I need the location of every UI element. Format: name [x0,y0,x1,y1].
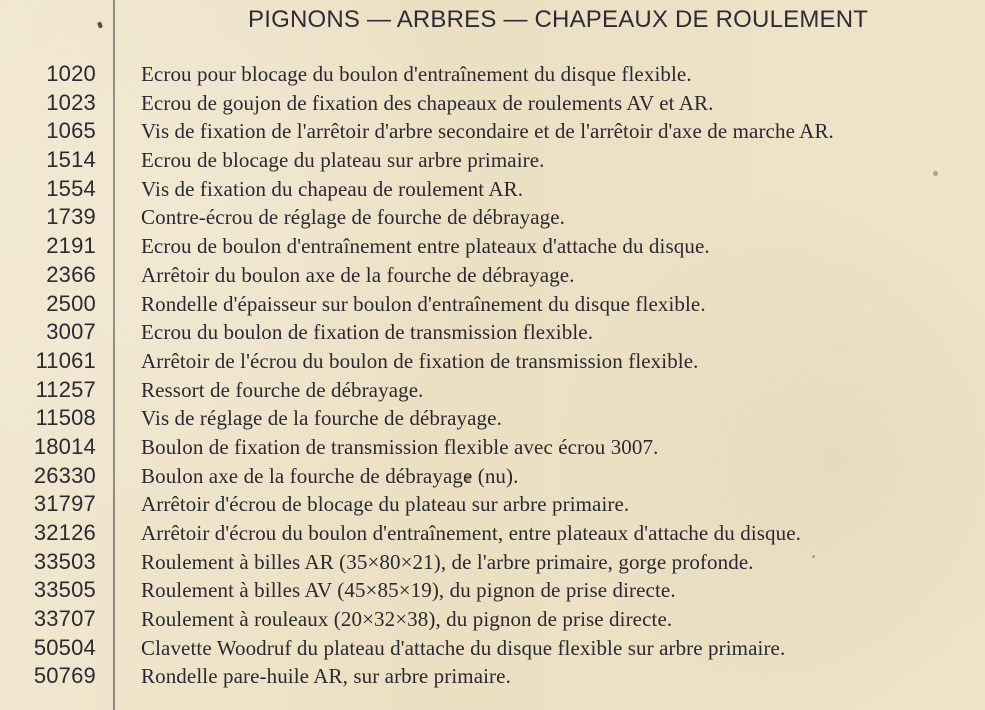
part-number: 33707 [33,606,96,632]
list-item [0,404,985,433]
part-description: Ecrou de boulon d'entraînement entre plateaux d'attache du disque. [141,234,710,259]
list-item [0,89,985,118]
list-item [0,376,985,405]
list-item [0,490,985,519]
paper-speck [464,474,471,483]
part-description: Clavette Woodruf du plateau d'attache du disque flexible sur arbre primaire. [141,635,786,660]
part-number: 11257 [35,376,96,402]
paper-speck [812,555,815,558]
list-item [0,318,985,347]
part-description: Arrêtoir de l'écrou du boulon de fixation de transmission flexible. [141,348,699,373]
part-description: Ecrou de goujon de fixation des chapeaux de roulements AV et AR. [141,90,714,115]
part-number: 33503 [33,548,96,574]
part-number: 11508 [35,405,96,431]
list-item [0,605,985,634]
part-description: Ecrou pour blocage du boulon d'entraînement du disque flexible. [141,62,692,86]
page-title: PIGNONS — ARBRES — CHAPEAUX DE ROULEMENT [248,6,869,33]
list-item [0,519,985,548]
part-number: 1554 [46,175,96,201]
part-number: 1020 [46,61,96,86]
part-number: 1739 [46,204,96,230]
list-item [0,662,985,691]
list-item [0,146,985,175]
part-number: 1023 [46,89,96,115]
part-description: Arrêtoir du boulon axe de la fourche de débrayage. [141,262,575,287]
parts-list [0,60,985,691]
part-description: Rondelle pare-huile AR, sur arbre primaire. [141,664,511,689]
part-description: Roulement à rouleaux (20×32×38), du pignon de prise directe. [141,607,673,632]
part-number: 18014 [33,433,96,459]
list-item [0,203,985,232]
list-item [0,433,985,462]
list-item [0,232,985,261]
part-number: 2191 [46,233,96,259]
part-number: 26330 [33,462,96,488]
part-number: 50769 [33,663,96,689]
part-description: Boulon axe de la fourche de débrayage (nu). [141,463,519,488]
part-description: Boulon de fixation de transmission flexible avec écrou 3007. [141,434,659,459]
part-number: 1065 [46,118,96,144]
part-description: Vis de fixation du chapeau de roulement AR. [141,176,524,201]
part-description: Rondelle d'épaisseur sur boulon d'entraînement du disque flexible. [141,291,706,316]
list-item [0,548,985,577]
part-description: Roulement à billes AR (35×80×21), de l'arbre primaire, gorge profonde. [141,549,754,574]
part-number: 31797 [33,491,96,517]
list-item [0,576,985,605]
part-number: 33505 [33,577,96,603]
part-description: Roulement à billes AV (45×85×19), du pignon de prise directe. [141,578,676,603]
part-description: Contre-écrou de réglage de fourche de débrayage. [141,205,565,230]
print-mark-dot [97,21,103,28]
part-description: Arrêtoir d'écrou du boulon d'entraînement, entre plateaux d'attache du disque. [141,521,801,545]
part-number: 2500 [46,290,96,316]
part-number: 11061 [35,347,96,373]
part-description: Ecrou de blocage du plateau sur arbre primaire. [141,148,545,173]
part-number: 3007 [46,319,96,345]
list-item [0,175,985,204]
list-item [0,261,985,290]
part-number: 1514 [46,147,96,173]
part-description: Ressort de fourche de débrayage. [141,377,424,402]
list-item [0,60,985,89]
list-item [0,347,985,376]
part-number: 50504 [33,634,96,660]
list-item [0,290,985,319]
list-item [0,462,985,491]
list-item [0,117,985,146]
part-description: Arrêtoir d'écrou de blocage du plateau sur arbre primaire. [141,492,630,517]
part-description: Ecrou du boulon de fixation de transmission flexible. [141,320,594,345]
part-description: Vis de réglage de la fourche de débrayage. [141,406,502,431]
part-number: 2366 [46,261,96,287]
paper-speck [933,171,938,176]
part-description: Vis de fixation de l'arrêtoir d'arbre secondaire et de l'arrêtoir d'axe de marche AR. [141,119,834,144]
list-item [0,634,985,663]
part-number: 32126 [33,520,96,545]
